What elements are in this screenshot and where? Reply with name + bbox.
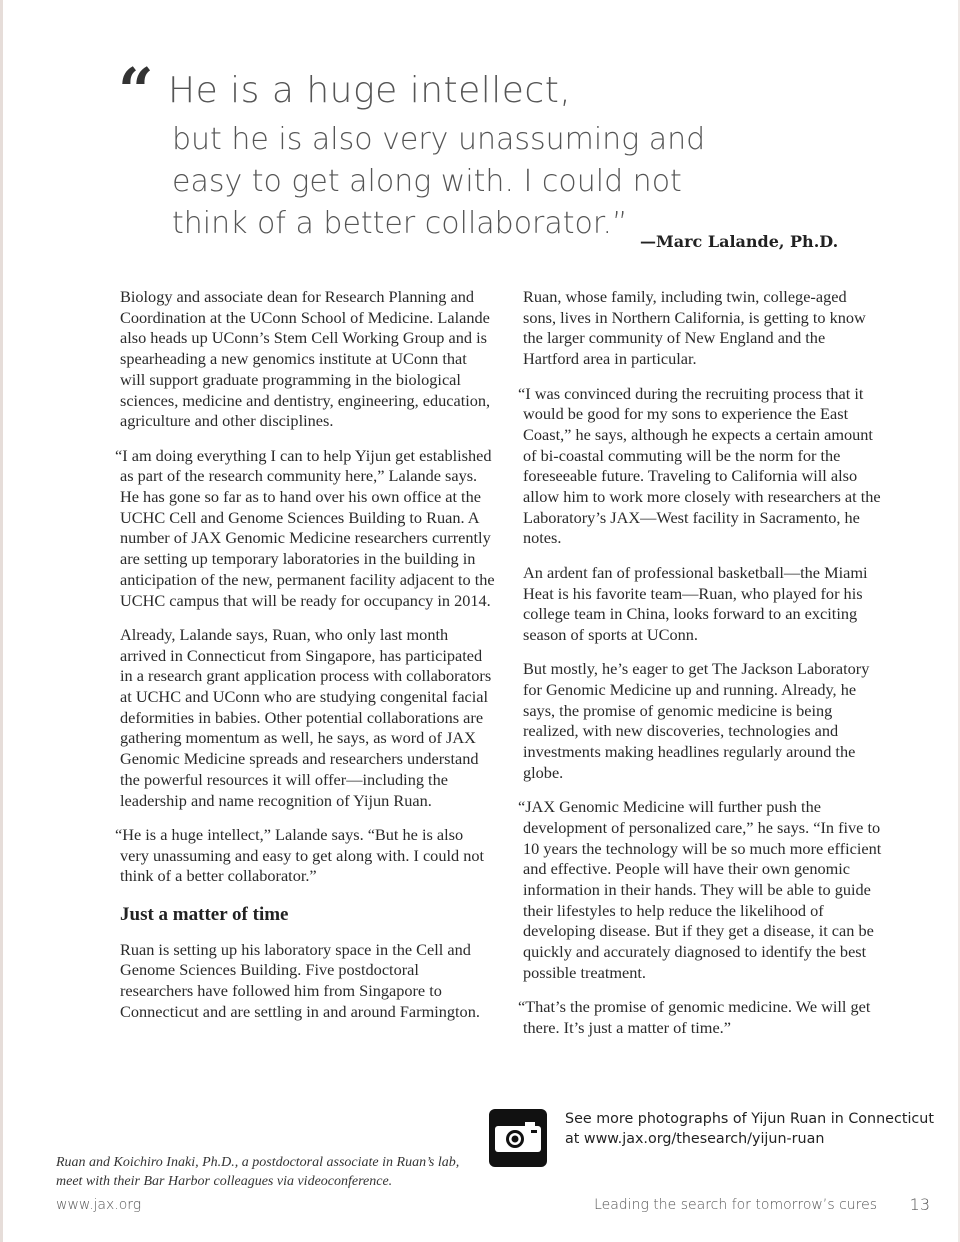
paragraph: “I am doing everything I can to help Yijun get established as part of the research community here,” Lalande says. He has gone so far as to hand over his own office at the UCHC Cell and Genome Sciences Building to Ruan. A number of JAX Genomic Medicine researchers currently are setting up temporary laboratories in the building in anticipation of the new, permanent facility adjacent to the UCHC campus that will be ready for occupancy in 2014. — [115, 445, 495, 610]
open-quote-mark: “ — [118, 54, 148, 127]
paragraph: “That’s the promise of genomic medicine. We will get there. It’s just a matter of time.” — [518, 997, 871, 1037]
footer-url[interactable]: www.jax.org — [56, 1197, 142, 1213]
pull-quote-line-3: easy to get along with. I could not — [172, 164, 682, 199]
camera-icon — [489, 1109, 547, 1167]
photo-caption: Ruan and Koichiro Inaki, Ph.D., a postdoctoral associate in Ruan’s lab, meet with their Bar Harbor colleagues via videoconference. — [56, 1155, 460, 1189]
pull-quote-line-1: He is a huge intellect, — [168, 70, 572, 111]
pull-quote-line-4: think of a better collaborator.” — [172, 206, 628, 241]
paragraph: “I was convinced during the recruiting process that it would be good for my sons to experience the East Coast,” he says, although he expects a certain amount of bi-coastal commuting will be the norm for the foreseeable future. Traveling to California will also allow him to work more closely with researchers at the Laboratory’s JAX—West facility in Sacramento, he notes. — [518, 383, 881, 548]
paragraph: An ardent fan of professional basketball—the Miami Heat is his favorite team—Ruan, who played for his college team in China, looks forward to an exciting season of sports at UConn. — [523, 562, 868, 644]
paragraph: “JAX Genomic Medicine will further push the development of personalized care,” he says. “In five to 10 years the technology will be so much more efficient and effective. People will have their own genomic information in their hands. They will be able to guide their lifestyles to help reduce the likelihood of developing disease. But if they get a disease, it can be quickly and accurately diagnosed to identify the best possible treatment. — [518, 797, 882, 982]
pull-quote-attribution: —Marc Lalande, Ph.D. — [640, 232, 839, 251]
paragraph: But mostly, he’s eager to get The Jackson Laboratory for Genomic Medicine up and running. Already, he says, the promise of genomic medicine is being realized, with new discoveries, technologies and investments making headlines regularly around the globe. — [523, 659, 870, 782]
paragraph: Ruan is setting up his laboratory space in the Cell and Genome Sciences Building. Five postdoctoral researchers have followed him from Singapore to Connecticut and are settling in and around Farmington. — [120, 939, 480, 1021]
paragraph: Biology and associate dean for Research Planning and Coordination at the UConn School of Medicine. Lalande also heads up UConn’s Stem Cell Working Group and is spearheading a new genomics institute at UConn that will support graduate programming in the biological sciences, medicine and dentistry, engineering, education, agriculture and other disciplines. — [120, 287, 491, 431]
pull-quote-line-2: but he is also very unassuming and — [172, 122, 706, 157]
section-heading: Just a matter of time — [120, 904, 289, 926]
article-column-left — [115, 287, 495, 1036]
promo-link-text[interactable]: See more photographs of Yijun Ruan in Connecticut at www.jax.org/thesearch/yijun-ruan — [565, 1111, 934, 1147]
paragraph: Already, Lalande says, Ruan, who only last month arrived in Connecticut from Singapore, has participated in a research grant application process with collaborators at UCHC and UConn who are studying congenital facial deformities in babies. Other potential collaborations are gathering momentum as well, he says, as word of JAX Genomic Medicine spreads and researchers understand the powerful resources it will offer—including the leadership and name recognition of Yijun Ruan. — [120, 624, 492, 810]
paragraph: Ruan, whose family, including twin, college-aged sons, lives in Northern California, is getting to know the larger community of New England and the Hartford area in particular. — [523, 287, 866, 369]
article-column-right — [518, 287, 883, 1052]
paragraph: “He is a huge intellect,” Lalande says. “But he is also very unassuming and easy to get along with. I could not think of a better collaborator.” — [115, 824, 484, 886]
footer-tagline: Leading the search for tomorrow’s cures — [594, 1197, 877, 1213]
page-number: 13 — [909, 1195, 930, 1214]
page-edge-left — [0, 0, 3, 1242]
